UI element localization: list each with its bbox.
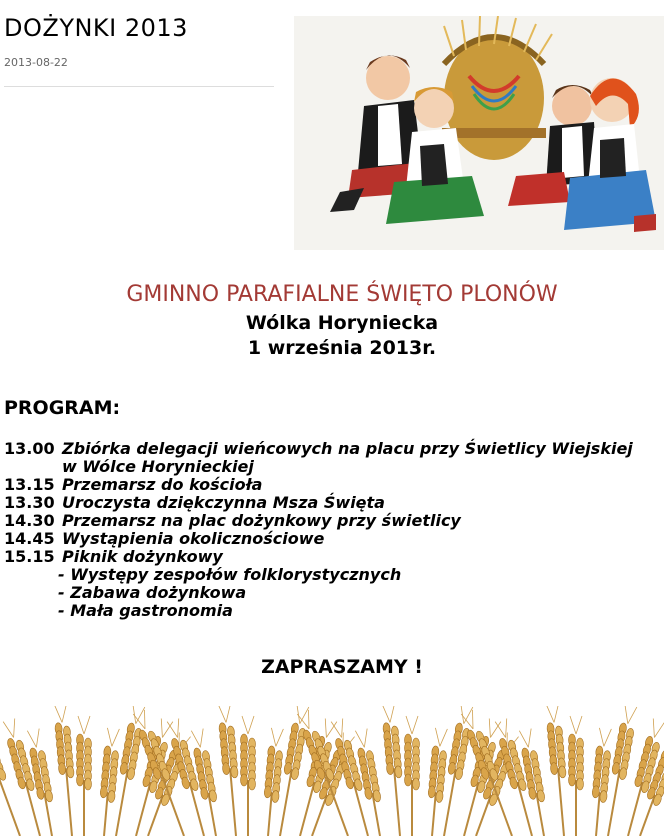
wheat-border-icon <box>0 706 664 836</box>
event-name: GMINNO PARAFIALNE ŚWIĘTO PLONÓW <box>126 282 558 307</box>
program-sub-item: - Zabawa dożynkowa <box>58 583 247 602</box>
program-desc: Wystąpienia okolicznościowe <box>62 529 325 548</box>
program-item <box>4 494 385 512</box>
harvest-festival-illustration-icon <box>294 16 664 250</box>
event-place: Wólka Horyniecka <box>245 312 439 334</box>
post-date: 2013-08-22 <box>4 56 68 69</box>
program-time: 13.30 <box>4 493 55 512</box>
program-desc: Piknik dożynkowy <box>62 547 223 566</box>
program-time: 13.15 <box>4 475 55 494</box>
program-desc: Uroczysta dziękczynna Msza Święta <box>62 493 385 512</box>
program-desc: Przemarsz na plac dożynkowy przy świetlicy <box>62 511 461 530</box>
program-item <box>4 476 262 494</box>
program-heading: PROGRAM: <box>4 397 121 419</box>
program-item <box>4 548 223 566</box>
program-item <box>4 530 324 548</box>
program-item <box>4 512 461 530</box>
program-item <box>4 440 633 458</box>
program-desc: Zbiórka delegacji wieńcowych na placu przy Świetlicy Wiejskiej <box>62 439 633 458</box>
invite-text: ZAPRASZAMY ! <box>261 656 423 678</box>
program-desc: Przemarsz do kościoła <box>62 475 263 494</box>
event-date: 1 września 2013r. <box>247 337 437 359</box>
program-time: 14.45 <box>4 529 55 548</box>
program-time: 13.00 <box>4 439 55 458</box>
program-time: 14.30 <box>4 511 55 530</box>
program-time: 15.15 <box>4 547 55 566</box>
program-sub-item: - Mała gastronomia <box>58 601 233 620</box>
post-title: DOŻYNKI 2013 <box>4 14 188 42</box>
program-desc-continuation: w Wólce Horynieckiej <box>62 457 254 476</box>
program-sub-item: - Występy zespołów folklorystycznych <box>58 565 402 584</box>
divider <box>4 86 274 87</box>
